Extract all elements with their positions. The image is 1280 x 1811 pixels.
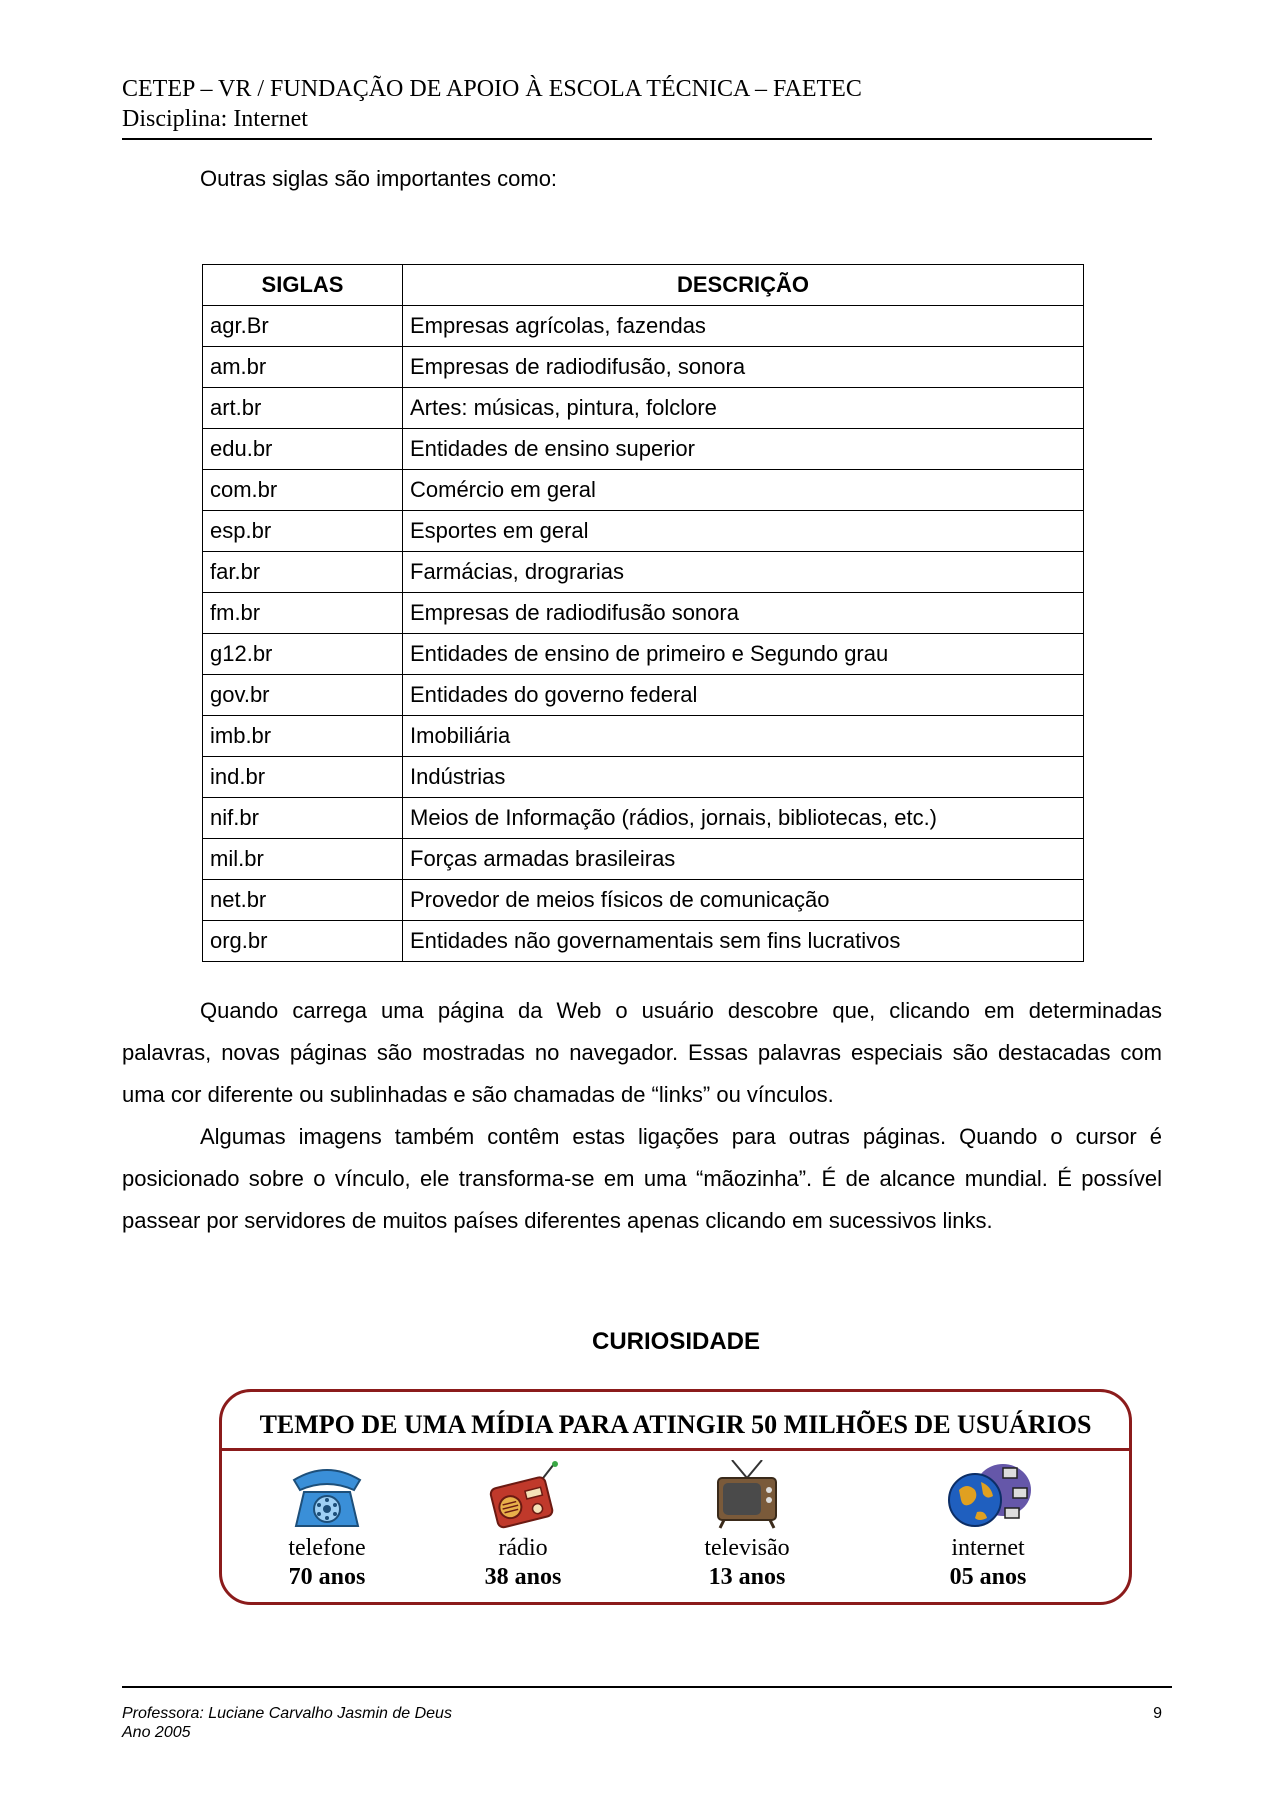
table-row [203, 757, 1084, 798]
table-row [203, 429, 1084, 470]
description-cell: Empresas de radiodifusão, sonora [403, 347, 1084, 388]
links-paragraphs [122, 990, 1162, 1242]
table-row [203, 634, 1084, 675]
sigla-cell: fm.br [203, 593, 403, 634]
sigla-cell: gov.br [203, 675, 403, 716]
media-box-title: TEMPO DE UMA MÍDIA PARA ATINGIR 50 MILHÕES DE USUÁRIOS [259, 1410, 1092, 1439]
sigla-cell: far.br [203, 552, 403, 593]
paragraph-links: Quando carrega uma página da Web o usuário descobre que, clicando em determinadas palavras, novas páginas são mostradas no navegador. Essas palavras especiais são destacadas com uma cor diferente ou sublinhadas e são chamadas de “links” ou vínculos. [122, 998, 1162, 1107]
sigla-cell: esp.br [203, 511, 403, 552]
table-row [203, 511, 1084, 552]
description-cell: Comércio em geral [403, 470, 1084, 511]
table-row [203, 347, 1084, 388]
curiosity-heading: CURIOSIDADE [592, 1328, 761, 1355]
media-item-televisao [662, 1460, 832, 1592]
media-name: internet [951, 1535, 1025, 1561]
description-cell: Entidades de ensino de primeiro e Segundo grau [403, 634, 1084, 675]
teacher-name: Professora: Luciane Carvalho Jasmin de Deus [122, 1705, 452, 1722]
description-cell: Forças armadas brasileiras [403, 839, 1084, 880]
globe-computers-icon [943, 1460, 1033, 1530]
table-header-row [203, 265, 1084, 306]
institution-title: CETEP – VR / FUNDAÇÃO DE APOIO À ESCOLA TÉCNICA – FAETEC [122, 76, 862, 102]
intro-text: Outras siglas são importantes como: [200, 166, 558, 191]
discipline-label: Disciplina: Internet [122, 106, 308, 132]
page-number: 9 [1153, 1705, 1162, 1722]
table-row [203, 839, 1084, 880]
media-name: telefone [288, 1535, 366, 1561]
column-header-siglas: SIGLAS [203, 265, 403, 306]
table-row [203, 593, 1084, 634]
television-icon [702, 1460, 792, 1530]
description-cell: Esportes em geral [403, 511, 1084, 552]
paragraph-images: Algumas imagens também contêm estas ligações para outras páginas. Quando o cursor é posicionado sobre o vínculo, ele transforma-se em uma “mãozinha”. É de alcance mundial. É possível passear por servidores de muitos países diferentes apenas clicando em sucessivos links. [122, 1124, 1162, 1233]
table-row [203, 880, 1084, 921]
media-years: 13 anos [708, 1564, 786, 1590]
media-item-telefone [242, 1460, 412, 1592]
table-row [203, 716, 1084, 757]
sigla-cell: g12.br [203, 634, 403, 675]
description-cell: Imobiliária [403, 716, 1084, 757]
table-row [203, 798, 1084, 839]
sigla-cell: com.br [203, 470, 403, 511]
table-row [203, 470, 1084, 511]
description-cell: Provedor de meios físicos de comunicação [403, 880, 1084, 921]
table-row [203, 921, 1084, 962]
sigla-cell: edu.br [203, 429, 403, 470]
sigla-cell: org.br [203, 921, 403, 962]
sigla-cell: ind.br [203, 757, 403, 798]
media-years: 05 anos [949, 1564, 1027, 1590]
description-cell: Meios de Informação (rádios, jornais, bibliotecas, etc.) [403, 798, 1084, 839]
description-cell: Entidades do governo federal [403, 675, 1084, 716]
media-years: 38 anos [484, 1564, 562, 1590]
table-row [203, 552, 1084, 593]
description-cell: Empresas de radiodifusão sonora [403, 593, 1084, 634]
page-header [122, 74, 1152, 140]
sigla-cell: nif.br [203, 798, 403, 839]
column-header-descricao: DESCRIÇÃO [403, 265, 1084, 306]
page-footer [122, 1686, 1172, 1742]
footer-year: Ano 2005 [122, 1724, 191, 1741]
sigla-cell: imb.br [203, 716, 403, 757]
table-row [203, 675, 1084, 716]
sigla-cell: net.br [203, 880, 403, 921]
description-cell: Indústrias [403, 757, 1084, 798]
sigla-cell: mil.br [203, 839, 403, 880]
media-box-divider [222, 1448, 1129, 1451]
sigla-cell: agr.Br [203, 306, 403, 347]
description-cell: Artes: músicas, pintura, folclore [403, 388, 1084, 429]
sigla-cell: art.br [203, 388, 403, 429]
table-row [203, 388, 1084, 429]
table-row [203, 306, 1084, 347]
media-name: televisão [704, 1535, 790, 1561]
media-years: 70 anos [288, 1564, 366, 1590]
description-cell: Entidades não governamentais sem fins lucrativos [403, 921, 1084, 962]
siglas-table [202, 264, 1084, 962]
radio-icon [478, 1460, 568, 1530]
media-item-radio [438, 1460, 608, 1592]
description-cell: Entidades de ensino superior [403, 429, 1084, 470]
telephone-icon [282, 1460, 372, 1530]
description-cell: Farmácias, drograrias [403, 552, 1084, 593]
description-cell: Empresas agrícolas, fazendas [403, 306, 1084, 347]
media-name: rádio [498, 1535, 548, 1561]
media-adoption-box [219, 1389, 1132, 1605]
media-item-internet [903, 1460, 1073, 1592]
sigla-cell: am.br [203, 347, 403, 388]
